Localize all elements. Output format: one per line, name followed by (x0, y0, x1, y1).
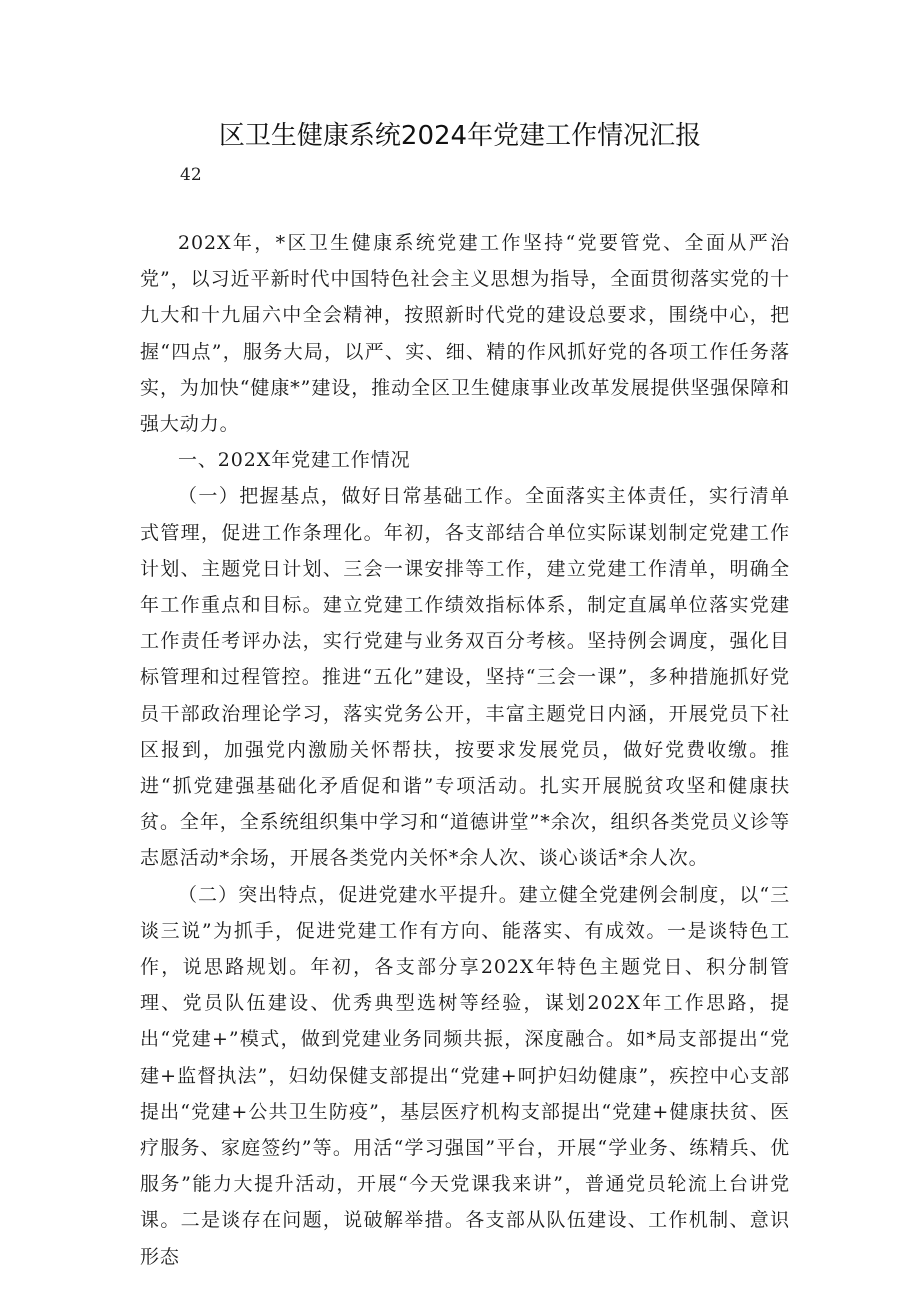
paragraph-section-1-2: （二）突出特点，促进党建水平提升。建立健全党建例会制度，以“三谈三说”为抓手，促进党建工作有方向、能落实、有成效。一是谈特色工作，说思路规划。年初，各支部分享202X年特色主题党日、积分制管理、党员队伍建设、优秀典型选树等经验，谋划202X年工作思路，提出“党建+”模式，做到党建业务同频共振，深度融合。如*局支部提出“党建+监督执法”，妇幼保健支部提出“党建+呵护妇幼健康”，疾控中心支部提出“党建+公共卫生防疫”，基层医疗机构支部提出“党建+健康扶贫、医疗服务、家庭签约”等。用活“学习强国”平台，开展“学业务、练精兵、优服务”能力大提升活动，开展“今天党课我来讲”，普通党员轮流上台讲党课。二是谈存在问题，说破解举措。各支部从队伍建设、工作机制、意识形态 (140, 883, 790, 1268)
section-heading-1: 一、202X年党建工作情况 (178, 449, 411, 472)
document-title: 区卫生健康系统2024年党建工作情况汇报 (218, 121, 702, 151)
document-body (140, 225, 790, 1275)
page-number: 42 (180, 165, 202, 185)
paragraph-intro: 202X年，*区卫生健康系统党建工作坚持“党要管党、全面从严治党”，以习近平新时代中国特色社会主义思想为指导，全面贯彻落实党的十九大和十九届六中全会精神，按照新时代党的建设总要求，围绕中心，把握“四点”，服务大局，以严、实、细、精的作风抓好党的各项工作任务落实，为加快“健康*”建设，推动全区卫生健康事业改革发展提供坚强保障和强大动力。 (140, 232, 790, 436)
paragraph-section-1-1: （一）把握基点，做好日常基础工作。全面落实主体责任，实行清单式管理，促进工作条理化。年初，各支部结合单位实际谋划制定党建工作计划、主题党日计划、三会一课安排等工作，建立党建工作清单，明确全年工作重点和目标。建立党建工作绩效指标体系，制定直属单位落实党建工作责任考评办法，实行党建与业务双百分考核。坚持例会调度，强化目标管理和过程管控。推进“五化”建设，坚持“三会一课”，多种措施抓好党员干部政治理论学习，落实党务公开，丰富主题党日内涵，开展党员下社区报到，加强党内激励关怀帮扶，按要求发展党员，做好党费收缴。推进“抓党建强基础化矛盾促和谐”专项活动。扎实开展脱贫攻坚和健康扶贫。全年，全系统组织集中学习和“道德讲堂”*余次，组织各类党员义诊等志愿活动*余场，开展各类党内关怀*余人次、谈心谈话*余人次。 (140, 485, 790, 870)
